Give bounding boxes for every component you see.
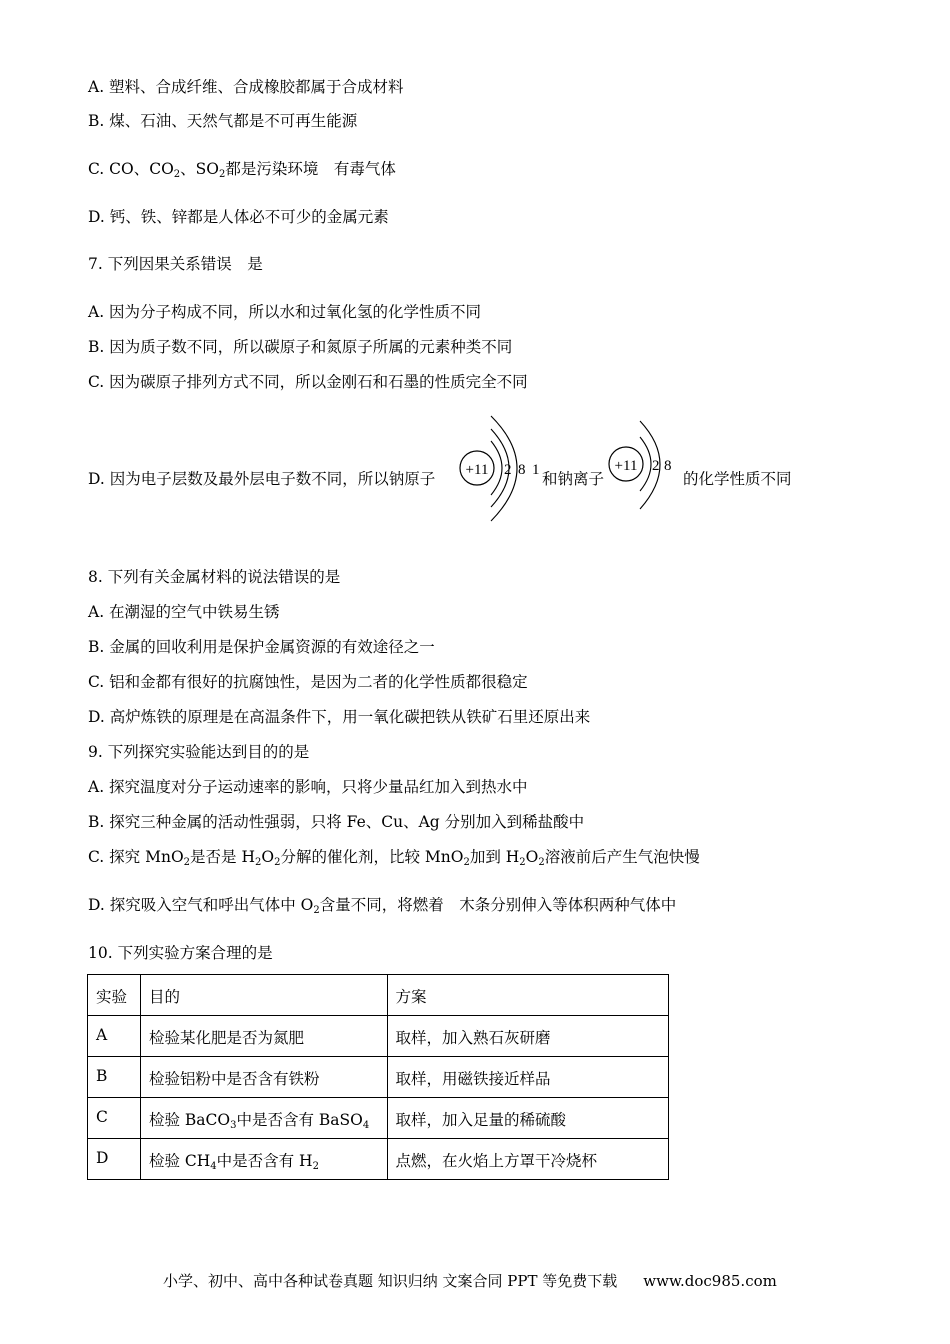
row-c-experiment: C [88,1098,141,1139]
header-experiment: 实验 [88,975,141,1016]
row-c-plan: 取样，加入足量的稀硫酸 [387,1098,668,1139]
row-d-purpose: 检验 $CH_4$中是否含有 $H_2$ [140,1139,387,1180]
q8-stem: 8. 下列有关金属材料的说法错误的是 [88,568,341,586]
q10-stem: 10. 下列实验方案合理的是 [88,944,273,962]
q7-option-b: B. 因为质子数不同，所以碳原子和氮原子所属的元素种类不同 [88,338,513,356]
table-row [88,1016,669,1057]
q9-option-d: D. 探究吸入空气和呼出气体中 $O_2$含量不同，将燃着 木条分别伸入等体积两种气体中 [88,896,677,916]
header-purpose: 目的 [140,975,387,1016]
row-b-purpose: 检验铝粉中是否含有铁粉 [140,1057,387,1098]
row-b-plan: 取样，用磁铁接近样品 [387,1057,668,1098]
row-d-plan: 点燃，在火焰上方罩干冷烧杯 [387,1139,668,1180]
row-a-plan: 取样，加入熟石灰研磨 [387,1016,668,1057]
sodium-ion-shell-1: 2 [652,458,660,474]
q7-stem: 7. 下列因果关系错误 是 [88,255,263,273]
q10-table [87,974,669,1180]
sodium-atom-shell-2: 8 [518,462,526,478]
footer-text: 小学、初中、高中各种试卷真题 知识归纳 文案合同 PPT 等免费下载 [163,1272,618,1290]
q8-option-c: C. 铝和金都有很好的抗腐蚀性，是因为二者的化学性质都很稳定 [88,673,528,691]
q6-option-c: C. CO、$CO_2$、$SO_2$都是污染环境 有毒气体 [88,160,396,180]
q9-option-b: B. 探究三种金属的活动性强弱，只将 Fe、Cu、Ag 分别加入到稀盐酸中 [88,813,585,831]
sodium-atom-shell-1: 2 [504,462,512,478]
sodium-ion-shell-2: 8 [664,458,672,474]
q9-option-a: A. 探究温度对分子运动速率的影响，只将少量品红加入到热水中 [88,778,528,796]
q6-option-a: A. 塑料、合成纤维、合成橡胶都属于合成材料 [88,78,404,96]
sodium-atom-shell-3: 1 [532,462,540,478]
q7-option-d-prefix: D. 因为电子层数及最外层电子数不同，所以钠原子 [88,470,436,488]
q9-option-c: C. 探究 MnO$_2$是否是 $H_2O_2$分解的催化剂，比较 MnO$_2$加到 $H_2O_2$溶液前后产生气泡快慢 [88,848,700,868]
q8-option-a: A. 在潮湿的空气中铁易生锈 [88,603,280,621]
q8-option-b: B. 金属的回收利用是保护金属资源的有效途径之一 [88,638,435,656]
q6-option-b: B. 煤、石油、天然气都是不可再生能源 [88,112,358,130]
table-row [88,1139,669,1180]
table-row [88,1057,669,1098]
q7-option-c: C. 因为碳原子排列方式不同，所以金刚石和石墨的性质完全不同 [88,373,528,391]
q7-option-a: A. 因为分子构成不同，所以水和过氧化氢的化学性质不同 [88,303,482,321]
page-footer [163,1270,777,1291]
q7-option-d-suffix: 的化学性质不同 [683,470,792,488]
sodium-atom-diagram [457,413,543,527]
q6-option-d: D. 钙、铁、锌都是人体必不可少的金属元素 [88,208,389,226]
table-header-row [88,975,669,1016]
row-a-purpose: 检验某化肥是否为氮肥 [140,1016,387,1057]
header-plan: 方案 [387,975,668,1016]
table-row [88,1098,669,1139]
sodium-ion-diagram [606,413,676,527]
q9-stem: 9. 下列探究实验能达到目的的是 [88,743,310,761]
q7-option-d-mid: 和钠离子 [542,470,605,488]
footer-url[interactable]: www.doc985.com [643,1272,777,1290]
row-b-experiment: B [88,1057,141,1098]
row-c-purpose: 检验 BaCO$_3$中是否含有 BaSO$_4$ [140,1098,387,1139]
sodium-atom-nucleus: +11 [465,462,489,478]
q8-option-d: D. 高炉炼铁的原理是在高温条件下，用一氧化碳把铁从铁矿石里还原出来 [88,708,591,726]
row-a-experiment: A [88,1016,141,1057]
sodium-ion-nucleus: +11 [614,458,638,474]
row-d-experiment: D [88,1139,141,1180]
